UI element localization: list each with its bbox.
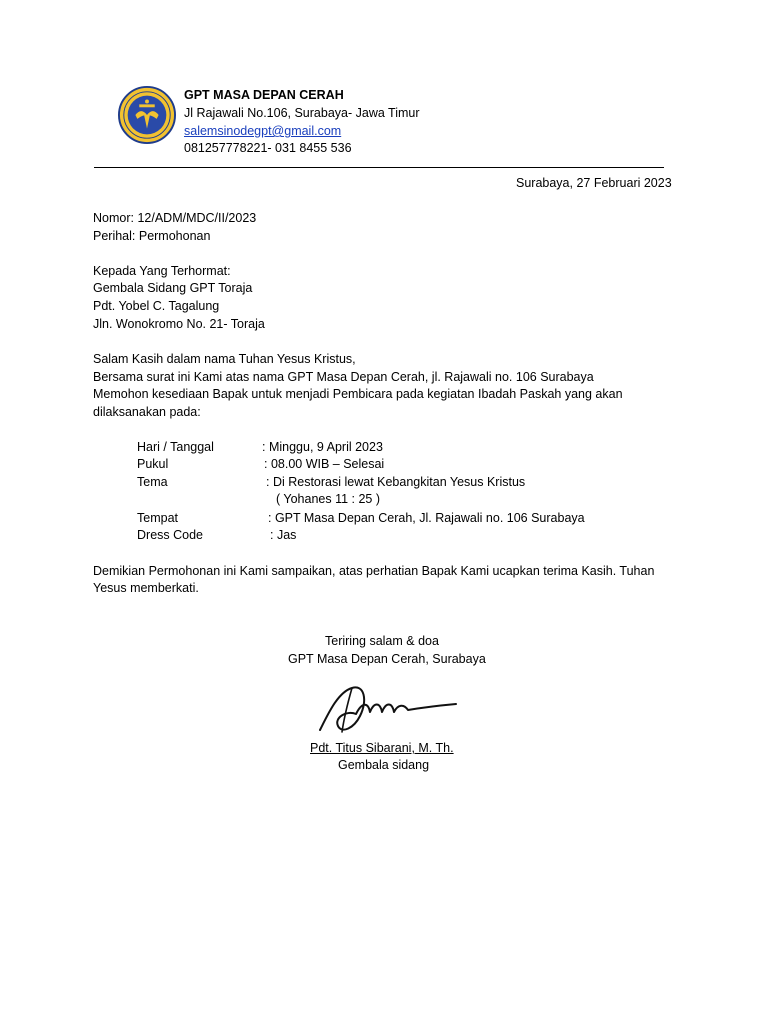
detail-value-date: : Minggu, 9 April 2023: [262, 440, 383, 454]
closing-line-1: Demikian Permohonan ini Kami sampaikan, atas perhatian Bapak Kami ucapkan terima Kasih. Tuhan: [93, 564, 655, 578]
body-line-2: Memohon kesediaan Bapak untuk menjadi Pembicara pada kegiatan Ibadah Paskah yang akan: [93, 387, 623, 401]
handwritten-signature: [312, 680, 462, 740]
detail-value-dress-code: : Jas: [270, 528, 297, 542]
recipient-line-1: Gembala Sidang GPT Toraja: [93, 281, 253, 295]
signer-name: Pdt. Titus Sibarani, M. Th.: [310, 741, 454, 755]
letter-number: Nomor: 12/ADM/MDC/II/2023: [93, 211, 257, 225]
letter-subject: Perihal: Permohonan: [93, 229, 211, 243]
detail-label-time: Pukul: [137, 457, 169, 471]
detail-value-theme: : Di Restorasi lewat Kebangkitan Yesus Kristus: [266, 475, 526, 489]
detail-value-time: : 08.00 WIB – Selesai: [264, 457, 385, 471]
detail-label-venue: Tempat: [137, 511, 178, 525]
recipient-salutation: Kepada Yang Terhormat:: [93, 264, 231, 278]
detail-value-theme-verse: ( Yohanes 11 : 25 ): [276, 492, 381, 506]
signoff-greeting: Teriring salam & doa: [325, 634, 439, 648]
detail-label-theme: Tema: [137, 475, 168, 489]
body-line-3: dilaksanakan pada:: [93, 405, 201, 419]
body-line-1: Bersama surat ini Kami atas nama GPT Masa Depan Cerah, jl. Rajawali no. 106 Surabaya: [93, 370, 594, 384]
signer-title: Gembala sidang: [338, 758, 430, 772]
closing-line-2: Yesus memberkati.: [93, 581, 199, 595]
detail-value-venue: : GPT Masa Depan Cerah, Jl. Rajawali no. 106 Surabaya: [268, 511, 585, 525]
recipient-line-2: Pdt. Yobel C. Tagalung: [93, 299, 220, 313]
signoff-organization: GPT Masa Depan Cerah, Surabaya: [288, 652, 486, 666]
church-emblem-icon: [118, 86, 176, 144]
date-line: Surabaya, 27 Februari 2023: [516, 176, 672, 190]
detail-label-dress-code: Dress Code: [137, 528, 203, 542]
org-email-link[interactable]: salemsinodegpt@gmail.com: [184, 124, 342, 138]
org-phone: 081257778221- 031 8455 536: [184, 141, 352, 155]
org-name: GPT MASA DEPAN CERAH: [184, 88, 344, 102]
recipient-line-3: Jln. Wonokromo No. 21- Toraja: [93, 317, 265, 331]
header-divider: [94, 167, 664, 168]
org-address: Jl Rajawali No.106, Surabaya- Jawa Timur: [184, 106, 420, 120]
greeting: Salam Kasih dalam nama Tuhan Yesus Kristus,: [93, 352, 356, 366]
detail-label-date: Hari / Tanggal: [137, 440, 214, 454]
